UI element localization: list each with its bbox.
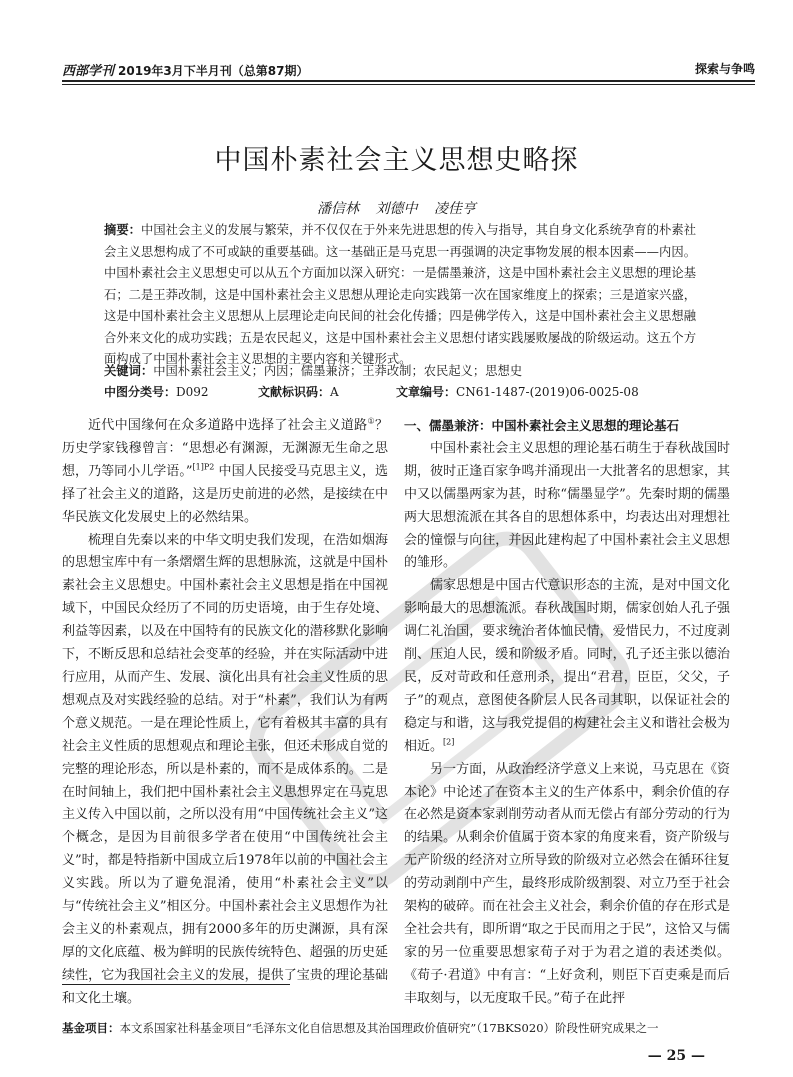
author-name: 潘信林 xyxy=(317,201,360,217)
citation-ref: [2] xyxy=(443,737,455,747)
classification-meta xyxy=(104,382,704,403)
body-column-right xyxy=(404,415,730,1011)
author-name: 凌佳亨 xyxy=(433,201,476,217)
keywords-text: 中国朴素社会主义；内因；儒墨兼济；王莽改制；农民起义；思想史 xyxy=(153,364,523,378)
article-title: 中国朴素社会主义思想史略探 xyxy=(214,145,579,176)
header-rule xyxy=(62,80,755,82)
issue-info: 2019年3月下半月刊（总第87期） xyxy=(118,64,309,78)
paragraph: 中国朴素社会主义思想的理论基石萌生于春秋战国时期，彼时正逢百家争鸣并涌现出一大批著名的思想家，其中又以儒墨两家为甚，时称“儒墨显学”。先秦时期的儒墨两大思想流派在其各自的思想体系中，均表达出对理想社会的憧憬与向往，并因此建构起了中国朴素社会主义思想的雏形。 xyxy=(404,440,730,571)
page-number: — 25 — xyxy=(647,1048,705,1064)
footnote-ref: ① xyxy=(367,416,375,426)
paragraph: 儒家思想是中国古代意识形态的主流，是对中国文化影响最大的思想流派。春秋战国时期，儒家创始人孔子强调仁礼治国，要求统治者体恤民情，爱惜民力，不过度剥削、压迫人民，缓和阶级矛盾。同时，孔子还主张以德治民，反对苛政和任意刑杀，提出“君君，臣臣，父父，子子”的观点，意图使各阶层人民各司其职，以保证社会的稳定与和谐，这与我党提倡的构建社会主义和谐社会极为相近。[2] xyxy=(404,578,730,754)
author-list xyxy=(0,198,793,218)
paragraph: 梳理自先秦以来的中华文明史我们发现，在浩如烟海的思想宝库中有一条熠熠生辉的思想脉流，这就是中国朴素社会主义思想史。中国朴素社会主义思想是指在中国视域下，中国民众经历了不同的历史语境，由于生存处境、利益等因素，以及在中国特有的民族文化的潜移默化影响下，不断反思和总结社会变革的经验，并在实际活动中进行应用，从而产生、发展、演化出具有社会主义性质的思想观点及对实践经验的总结。对于“朴素”，我们认为有两个意义规范。一是在理论性质上，它有着极其丰富的具有社会主义性质的思想观点和理论主张，但还未形成自觉的完整的理论形态，所以是朴素的，而不是成体系的。二是在时间轴上，我们把中国朴素社会主义思想界定在马克思主义传入中国以前，之所以没有用“中国传统社会主义”这个概念，是因为目前很多学者在使用“中国传统社会主义”时，都是特指新中国成立后1978年以前的中国社会主义实践。所以为了避免混淆，使用“朴素社会主义”以与“传统社会主义”相区分。中国朴素社会主义思想作为社会主义的朴素观点，拥有2000多年的历史渊源，具有深厚的文化底蕴、极为鲜明的民族传统特色、超强的历史延续性，它为我国社会主义的发展，提供了宝贵的理论基础和文化土壤。 xyxy=(62,532,388,1006)
article-no-label: 文章编号： xyxy=(396,385,457,399)
article-no-value: CN61-1487-(2019)06-0025-08 xyxy=(456,385,639,399)
footnote-label: 基金项目： xyxy=(62,1021,120,1035)
abstract xyxy=(104,220,696,371)
clc-value: D092 xyxy=(176,385,209,399)
section-label: 探索与争鸣 xyxy=(694,62,755,76)
clc-label: 中图分类号： xyxy=(104,385,177,399)
body-column-left xyxy=(62,415,388,1011)
citation-ref: [1]P2 xyxy=(192,462,215,472)
paragraph: 另一方面，从政治经济学意义上来说，马克思在《资本论》中论述了在资本主义的生产体系中，剩余价值的存在必然是资本家剥削劳动者从而无偿占有部分劳动的行为的结果。从剩余价值属于资本家的角度来看，资产阶级与无产阶级的经济对立所导致的阶级对立必然会在循环往复的劳动剥削中产生，最终形成阶级割裂、对立乃至于社会架构的破碎。而在社会主义社会，剩余价值的存在形式是全社会共有，即所谓“取之于民而用之于民”，这恰又与儒家的另一位重要思想家荀子对于为君之道的表述类似。《荀子·君道》中有言：“上好贪利，则臣下百吏乘是而后丰取刻与，以无度取千民。”荀子在此抨 xyxy=(404,761,730,1006)
paragraph: 近代中国缘何在众多道路中选择了社会主义道路①？历史学家钱穆曾言：“思想必有渊源，无渊源无生命之思想，乃等同小儿学语。”$^{[1]P2}$ 中国人民接受马克思主义，选择了社会主义的道路，这是历史前进的必然，是接续在中华民族文化发展史上的必然结果。 xyxy=(62,416,388,525)
funding-footnote xyxy=(62,1020,755,1036)
abstract-label: 摘要： xyxy=(104,223,142,237)
doc-code-value: A xyxy=(330,385,339,399)
author-name: 刘德中 xyxy=(375,201,418,217)
page-header xyxy=(62,58,755,80)
journal-name: 西部学刊 xyxy=(62,64,115,79)
footnote-text: 本文系国家社科基金项目“毛泽东文化自信思想及其治国理政价值研究”（17BKS020）阶段性研究成果之一 xyxy=(119,1021,659,1035)
keywords-label: 关键词： xyxy=(104,364,154,378)
journal-issue xyxy=(62,60,308,79)
section-heading: 一、儒墨兼济：中国朴素社会主义思想的理论基石 xyxy=(404,418,680,433)
abstract-text: 中国社会主义的发展与繁荣，并不仅仅在于外来先进思想的传入与指导，其自身文化系统孕育的朴素社会主义思想构成了不可或缺的重要基础。这一基础正是马克思一再强调的决定事物发展的根本因素——内因。中国朴素社会主义思想史可以从五个方面加以深入研究：一是儒墨兼济，这是中国朴素社会主义思想的理论基石；二是王莽改制，这是中国朴素社会主义思想从理论走向实践第一次在国家维度上的探索；三是道家兴盛，这是中国朴素社会主义思想从上层理论走向民间的社会化传播；四是佛学传入，这是中国朴素社会主义思想融合外来文化的成功实践；五是农民起义，这是中国朴素社会主义思想付诸实践屡败屡战的阶级运动。这五个方面构成了中国朴素社会主义思想的主要内容和关键形式。 xyxy=(104,223,696,366)
doc-code-label: 文献标识码： xyxy=(258,385,331,399)
keywords xyxy=(104,361,696,382)
header-rule-thin xyxy=(62,84,755,85)
footnote-rule xyxy=(62,984,290,985)
